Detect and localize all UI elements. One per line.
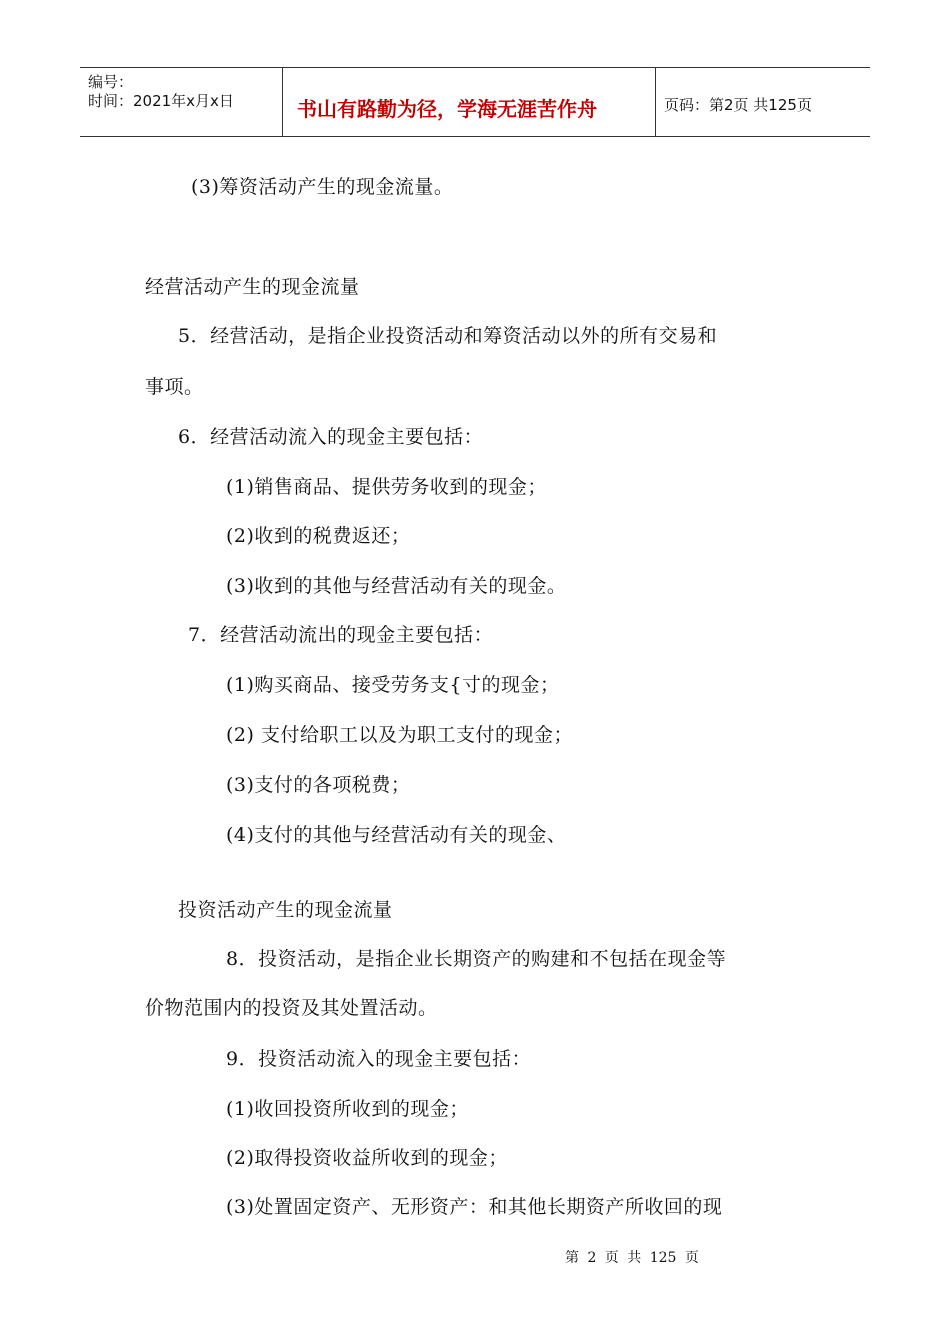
header-page-info: 页码：第2页 共125页	[664, 96, 812, 114]
paragraph: (3)筹资活动产生的现金流量。	[191, 176, 454, 198]
list-item: (4)支付的其他与经营活动有关的现金、	[226, 824, 567, 846]
paragraph: 价物范围内的投资及其处置活动。	[145, 997, 438, 1019]
document-time-label: 时间：2021年x月x日	[88, 92, 234, 110]
header-meta	[80, 68, 283, 136]
list-item: (2) 支付给职工以及为职工支付的现金；	[226, 724, 573, 746]
paragraph: 6．经营活动流入的现金主要包括：	[178, 426, 484, 448]
header-motto: 书山有路勤为径，学海无涯苦作舟	[297, 97, 597, 121]
list-item: (3)支付的各项税费；	[226, 774, 411, 796]
paragraph: 5．经营活动，是指企业投资活动和筹资活动以外的所有交易和	[178, 325, 718, 347]
document-number-label: 编号：	[88, 73, 134, 91]
paragraph: 9．投资活动流入的现金主要包括：	[226, 1048, 532, 1070]
list-item: (2)取得投资收益所收到的现金；	[226, 1147, 508, 1169]
section-heading: 经营活动产生的现金流量	[145, 276, 360, 298]
header-motto-cell	[283, 68, 656, 136]
list-item: (1)收回投资所收到的现金；	[226, 1098, 469, 1120]
header-page-cell	[656, 68, 870, 136]
section-heading: 投资活动产生的现金流量	[178, 899, 393, 921]
list-item: (1)购买商品、接受劳务支{寸的现金；	[226, 674, 560, 696]
list-item: (3)处置固定资产、无形资产：和其他长期资产所收回的现	[226, 1196, 723, 1218]
paragraph: 7．经营活动流出的现金主要包括：	[188, 624, 494, 646]
list-item: (3)收到的其他与经营活动有关的现金。	[226, 575, 567, 597]
page-footer: 第 2 页 共 125 页	[565, 1250, 699, 1266]
list-item: (1)销售商品、提供劳务收到的现金；	[226, 476, 547, 498]
list-item: (2)收到的税费返还；	[226, 525, 411, 547]
paragraph: 8．投资活动，是指企业长期资产的购建和不包括在现金等	[226, 948, 727, 970]
paragraph: 事项。	[145, 376, 204, 398]
page-header	[80, 67, 870, 137]
